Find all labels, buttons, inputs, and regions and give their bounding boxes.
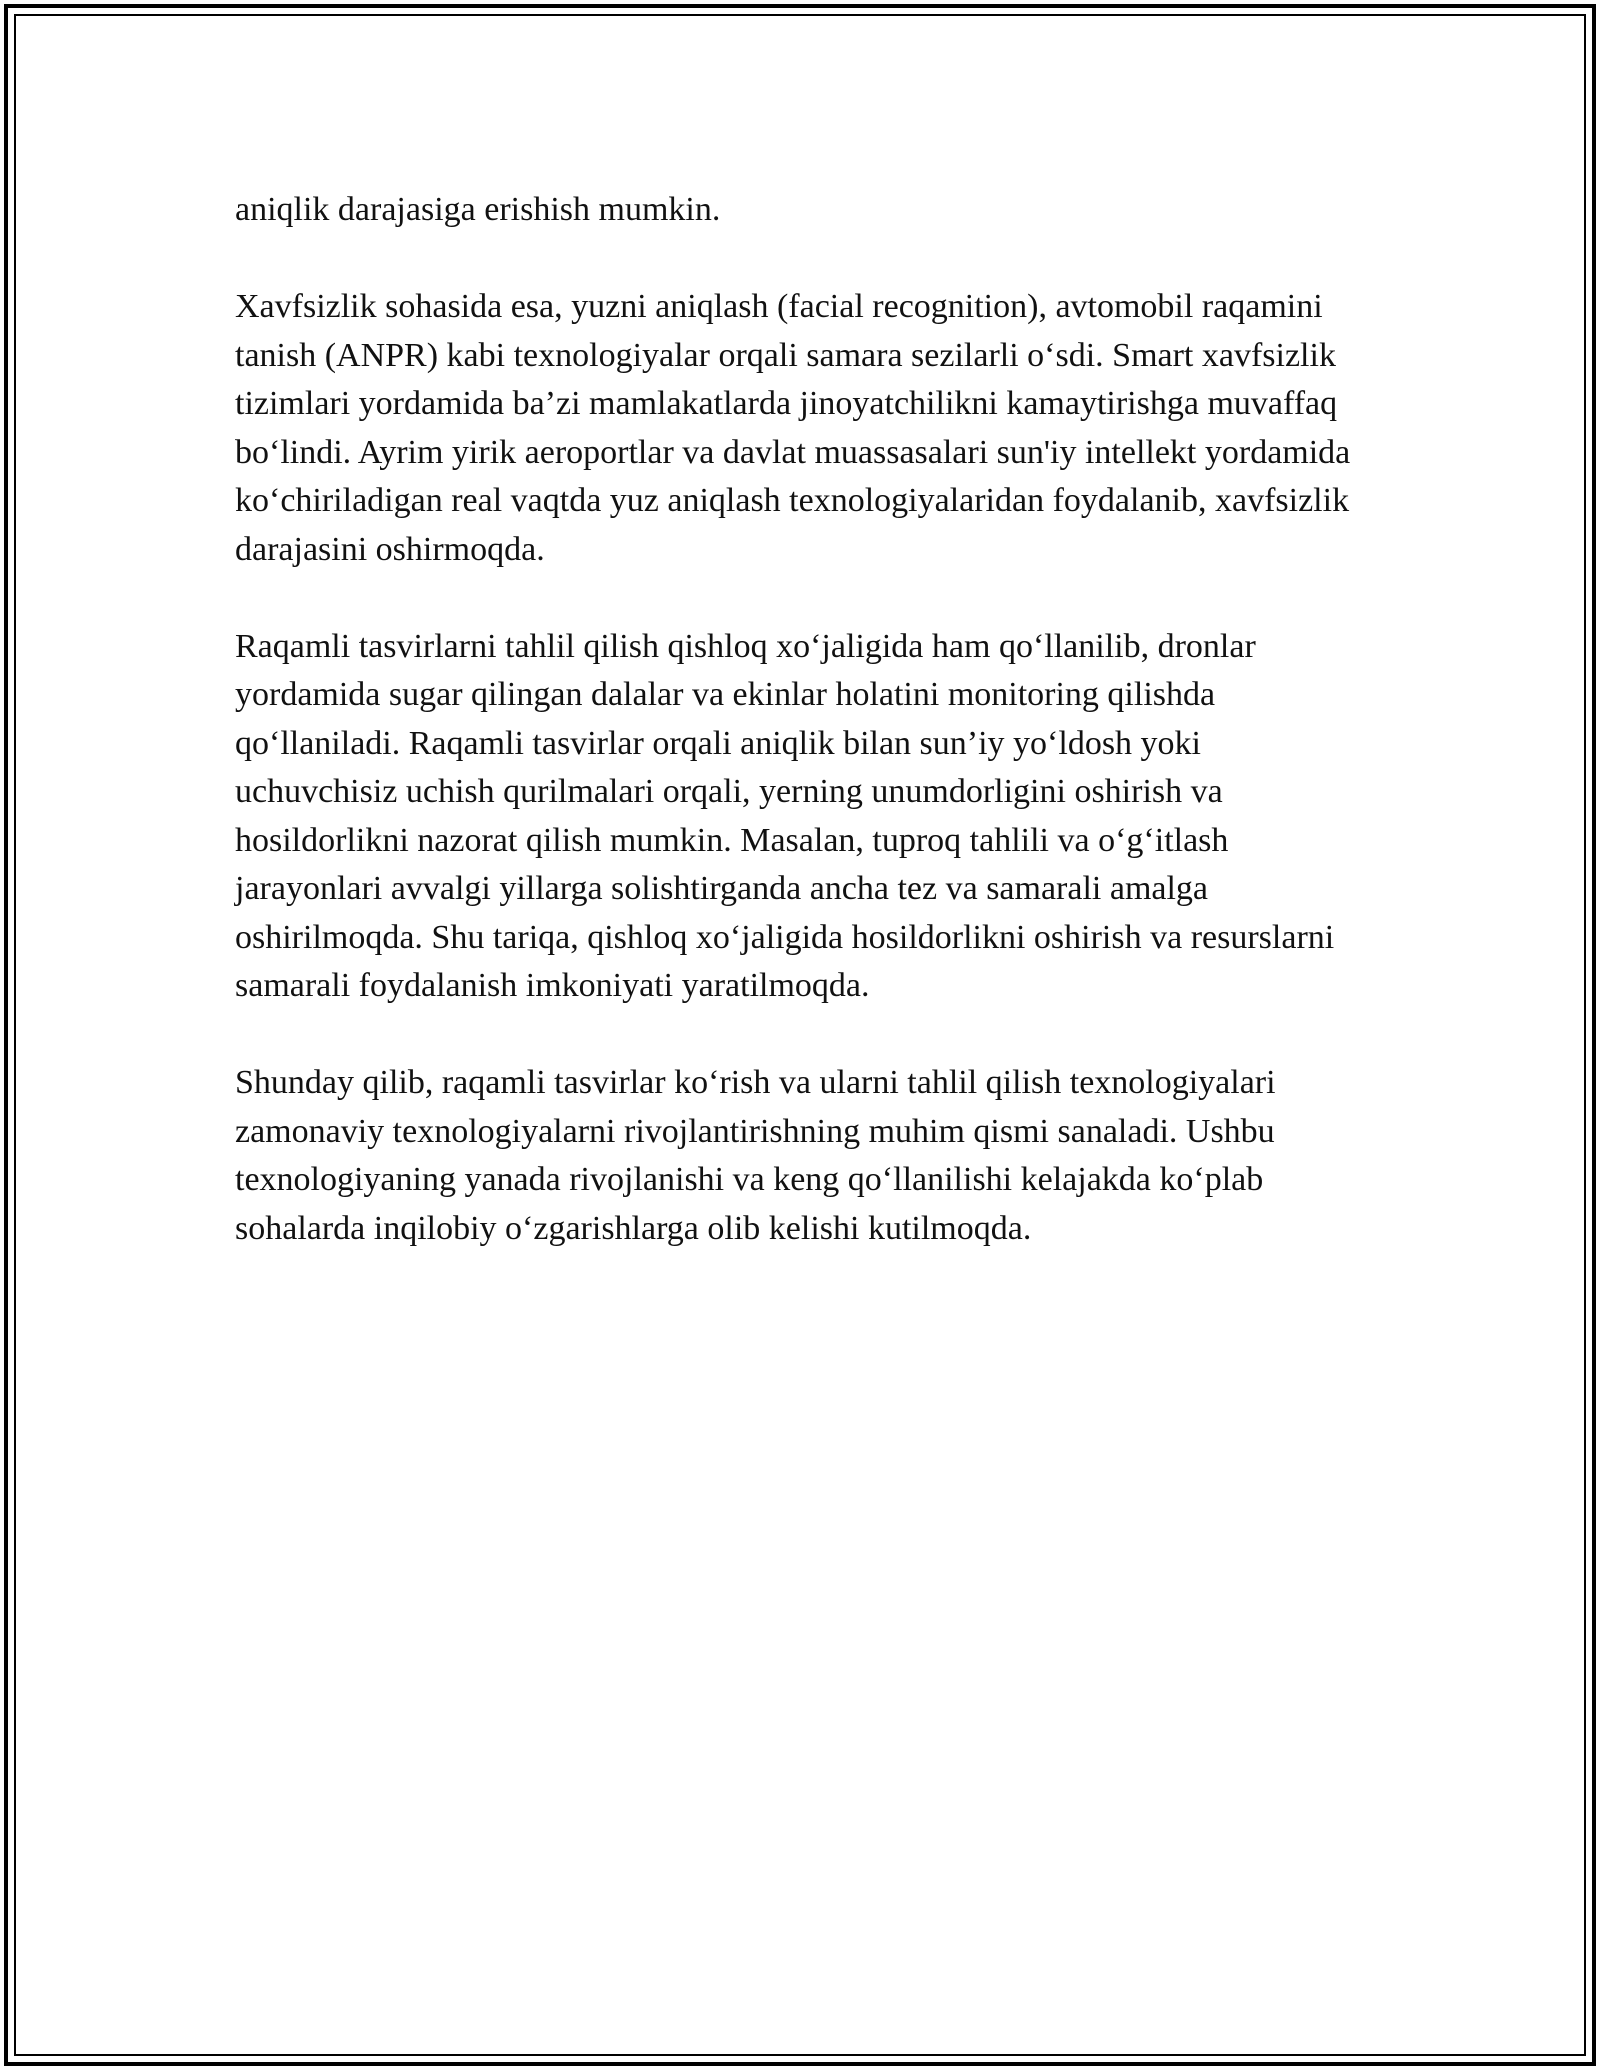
paragraph-continuation: aniqlik darajasiga erishish mumkin. <box>235 191 721 228</box>
paragraph-agriculture: Raqamli tasvirlarni tahlil qilish qishloq xo‘jaligida ham qo‘llanilib, dronlar yordamida sugar qilingan dalalar va ekinlar holatini monitoring qilishda qo‘llaniladi. Raqamli tasvirlar orqali aniqlik bilan sun’iy yo‘ldosh yoki uchuvchisiz uchish qurilmalari orqali, yerning unumdorligini oshirish va hosildorlikni nazorat qilish mumkin. Masalan, tuproq tahlili va o‘g‘itlash jarayonlari avvalgi yillarga solishtirganda ancha tez va samarali amalga oshirilmoqda. Shu tariqa, qishloq xo‘jaligida hosildorlikni oshirish va resurslarni samarali foydalanish imkoniyati yaratilmoqda. <box>235 627 1335 1004</box>
paragraph-security: Xavfsizlik sohasida esa, yuzni aniqlash (facial recognition), avtomobil raqamini tanish (ANPR) kabi texnologiyalar orqali samara sezilarli o‘sdi. Smart xavfsizlik tizimlari yordamida ba’zi mamlakatlarda jinoyatchilikni kamaytirishga muvaffaq bo‘lindi. Ayrim yirik aeroportlar va davlat muassasalari sun'iy intellekt yordamida ko‘chiriladigan real vaqtda yuz aniqlash texnologiyalaridan foydalanib, xavfsizlik darajasini oshirmoqda. <box>235 288 1351 568</box>
document-body <box>235 186 1370 1253</box>
paragraph-conclusion: Shunday qilib, raqamli tasvirlar ko‘rish va ularni tahlil qilish texnologiyalari zamonaviy texnologiyalarni rivojlantirishning muhim qismi sanaladi. Ushbu texnologiyaning yanada rivojlanishi va keng qo‘llanilishi kelajakda ko‘plab sohalarda inqilobiy o‘zgarishlarga olib kelishi kutilmoqda. <box>235 1064 1276 1247</box>
